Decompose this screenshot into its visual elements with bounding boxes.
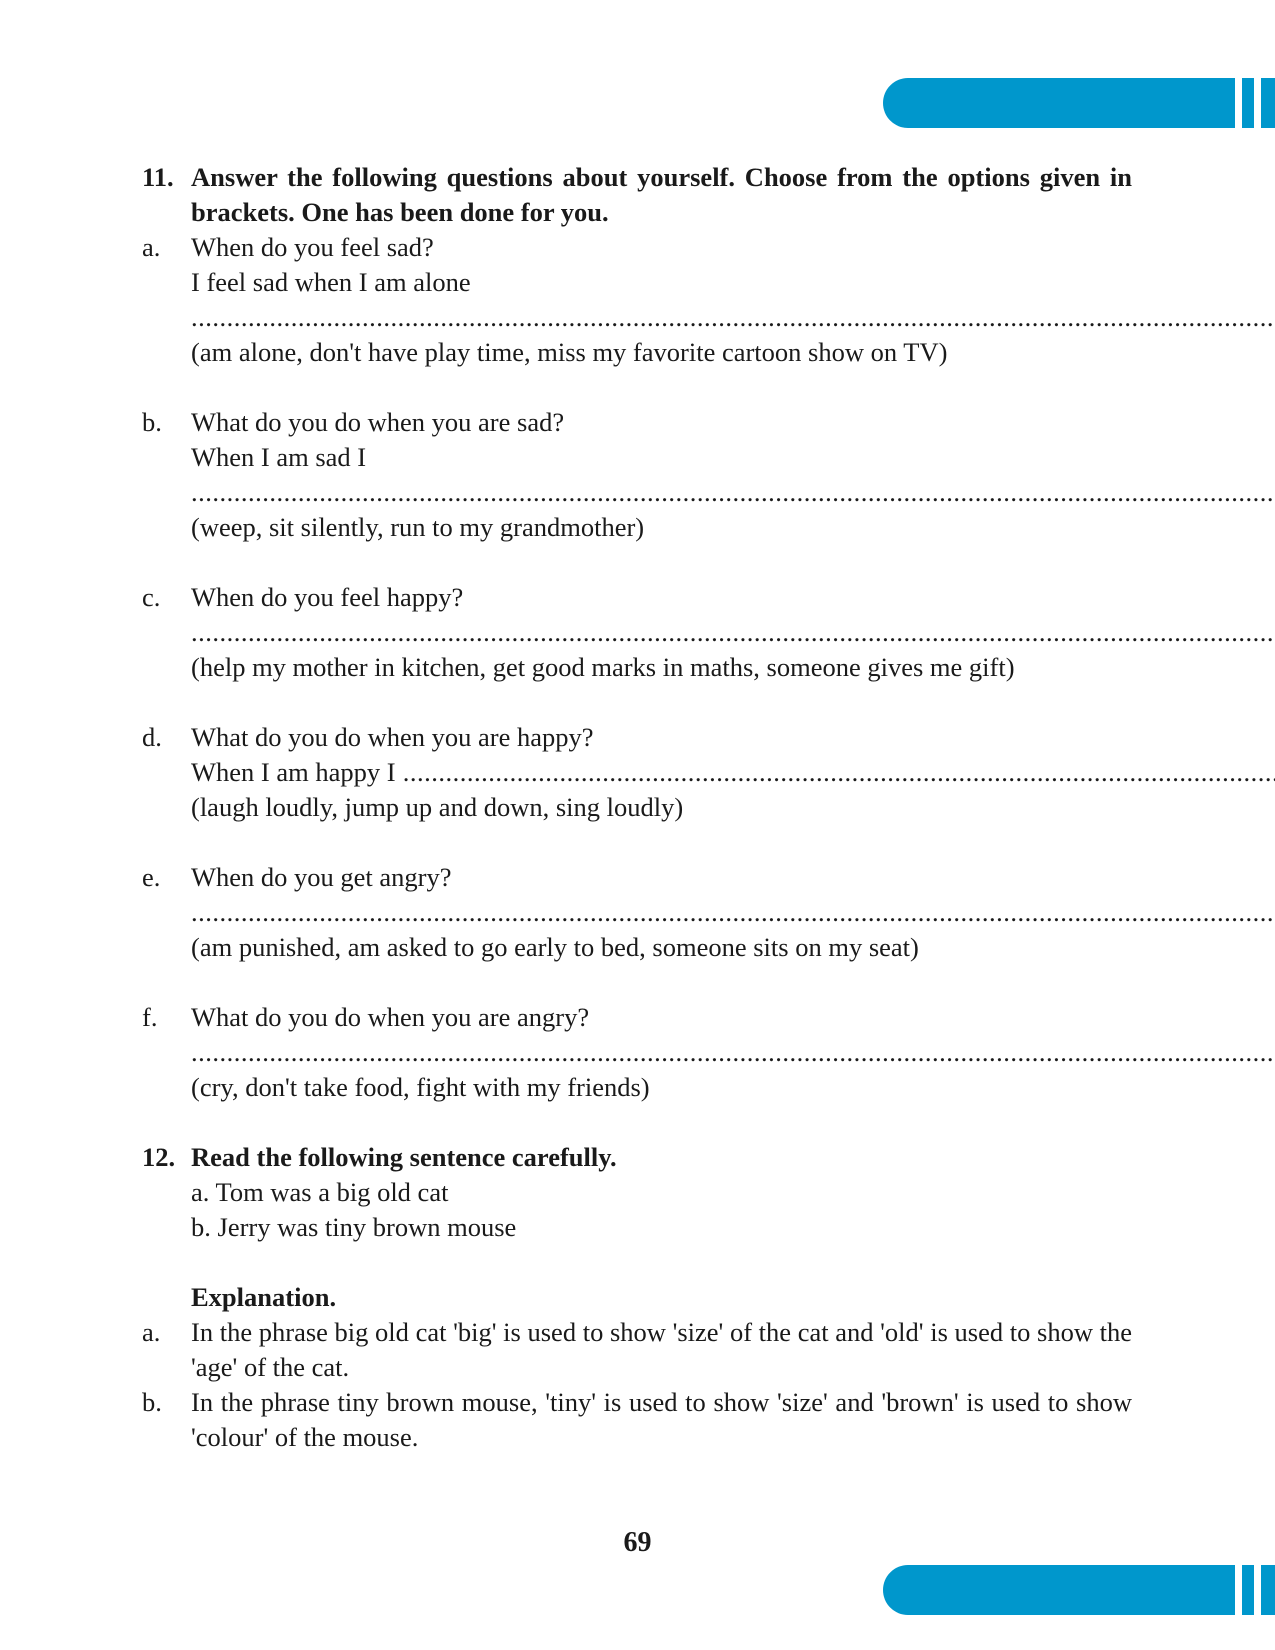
item-options: (cry, don't take food, fight with my friends): [191, 1072, 650, 1102]
footer-decoration: [883, 1565, 1275, 1615]
answer-blank: [191, 895, 1275, 930]
explanation-heading-row: [142, 1280, 1132, 1315]
item-label: c.: [142, 582, 161, 612]
answer-blank: [191, 615, 1275, 650]
question-instruction: Read the following sentence carefully.: [191, 1142, 617, 1172]
page-number: 69: [623, 1527, 652, 1558]
answer-blank: [191, 475, 1275, 510]
explanation-heading: Explanation.: [191, 1282, 337, 1312]
exercise-item-a: [142, 230, 1132, 370]
exercise-item-d: [142, 720, 1132, 825]
question-instruction: Answer the following questions about yourself. Choose from the options given in brackets. One has been done for you.: [191, 162, 1132, 227]
example-sentence: a. Tom was a big old cat: [191, 1177, 449, 1207]
item-label: f.: [142, 1002, 158, 1032]
decorative-pill: [883, 1565, 1235, 1615]
question-12: [142, 1140, 1132, 1245]
answer-blank: [396, 755, 1275, 790]
answer-line: [191, 755, 1275, 790]
item-answer: When I am happy I: [191, 757, 396, 787]
exercise-item-f: [142, 1000, 1132, 1105]
example-sentence: b. Jerry was tiny brown mouse: [191, 1212, 517, 1242]
item-label: e.: [142, 862, 161, 892]
item-label: b.: [142, 407, 162, 437]
item-label: d.: [142, 722, 162, 752]
item-label: a.: [142, 1317, 161, 1347]
item-options: (am alone, don't have play time, miss my favorite cartoon show on TV): [191, 337, 948, 367]
item-answer: When I am sad I: [191, 442, 367, 472]
item-question: What do you do when you are happy?: [191, 722, 594, 752]
item-options: (help my mother in kitchen, get good marks in maths, someone gives me gift): [191, 652, 1015, 682]
item-label: b.: [142, 1387, 162, 1417]
question-number: 12.: [142, 1142, 176, 1172]
item-options: (laugh loudly, jump up and down, sing loudly): [191, 792, 684, 822]
decorative-bar: [1261, 78, 1275, 128]
decorative-bar: [1242, 78, 1254, 128]
item-options: (am punished, am asked to go early to bed, someone sits on my seat): [191, 932, 919, 962]
explanation-text: In the phrase big old cat 'big' is used to show 'size' of the cat and 'old' is used to show the 'age' of the cat.: [191, 1317, 1132, 1382]
item-label: a.: [142, 232, 161, 262]
decorative-bar: [1242, 1565, 1254, 1615]
question-11: [142, 160, 1132, 230]
answer-blank: [191, 300, 1275, 335]
item-question: What do you do when you are sad?: [191, 407, 565, 437]
item-question: What do you do when you are angry?: [191, 1002, 590, 1032]
exercise-item-e: [142, 860, 1132, 965]
item-options: (weep, sit silently, run to my grandmother): [191, 512, 645, 542]
exercise-item-b: [142, 405, 1132, 545]
header-decoration: [883, 78, 1275, 128]
item-answer: I feel sad when I am alone: [191, 267, 471, 297]
decorative-bar: [1261, 1565, 1275, 1615]
page-content: [142, 160, 1132, 1455]
exercise-item-c: [142, 580, 1132, 685]
explanation-item-a: [142, 1315, 1132, 1385]
decorative-pill: [883, 78, 1235, 128]
explanation-item-b: [142, 1385, 1132, 1455]
explanation-text: In the phrase tiny brown mouse, 'tiny' is used to show 'size' and 'brown' is used to show 'colour' of the mouse.: [191, 1387, 1132, 1452]
item-question: When do you feel happy?: [191, 582, 464, 612]
item-question: When do you feel sad?: [191, 232, 434, 262]
question-number: 11.: [142, 162, 174, 192]
answer-blank: [191, 1035, 1275, 1070]
item-question: When do you get angry?: [191, 862, 452, 892]
